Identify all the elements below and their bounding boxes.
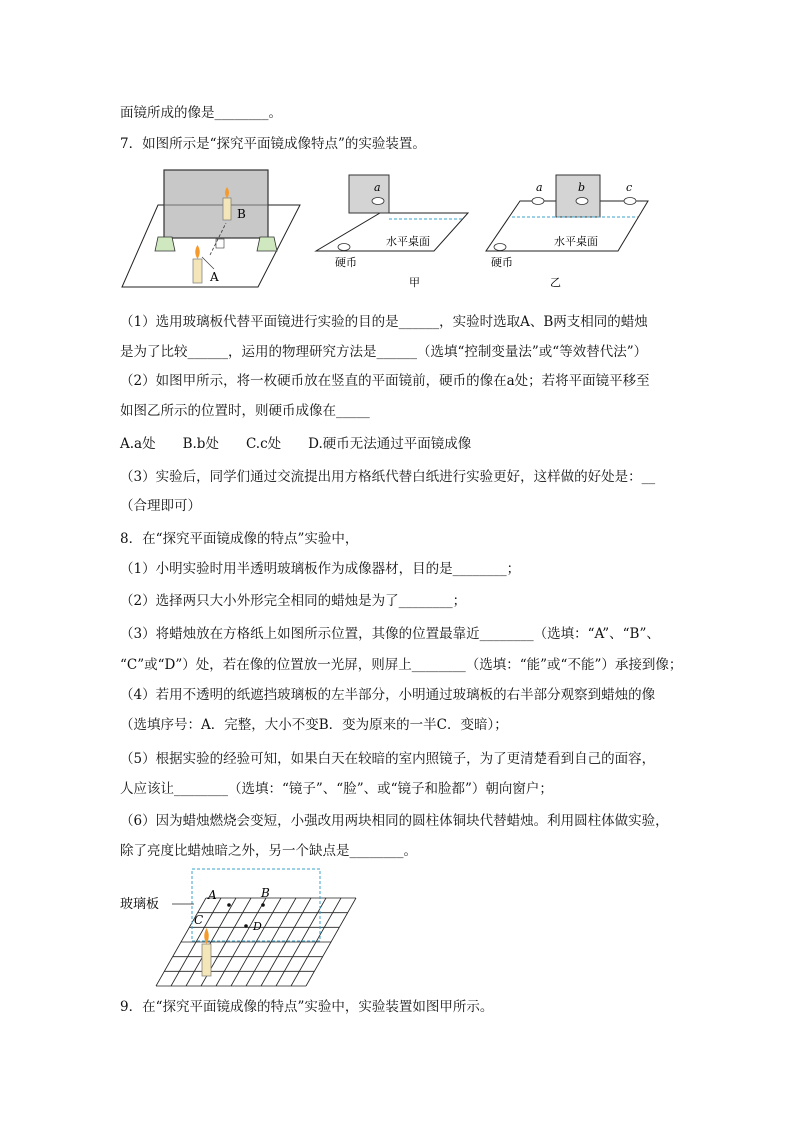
point-d (244, 924, 248, 928)
jia-label-a: a (374, 181, 381, 194)
jia-desk-label: 水平桌面 (386, 235, 430, 248)
text-line-12: （2）选择两只大小外形完全相同的蜡烛是为了________； (120, 593, 467, 609)
point-label-b: B (261, 886, 270, 900)
text-line-3: （1）选用玻璃板代替平面镜进行实验的目的是______，实验时选取A、B两支相同的蜡烛 (120, 314, 648, 330)
text-line-4: 是为了比较______，运用的物理研究方法是______（选填“控制变量法”或“等效替代法”） (120, 344, 648, 360)
text-line-15: （4）若用不透明的纸遮挡玻璃板的左半部分，小明通过玻璃板的右半部分观察到蜡烛的像 (120, 687, 656, 703)
text-line-11: （1）小明实验时用半透明玻璃板作为成像器材，目的是________； (120, 561, 521, 577)
point-label-a: A (208, 888, 217, 902)
text-line-16: （选填序号：A．完整，大小不变B．变为原来的一半C．变暗）； (120, 717, 508, 733)
text-line-19: （6）因为蜡烛燃烧会变短，小强改用两块相同的圆柱体铜块代替蜡烛。利用圆柱体做实验， (120, 813, 669, 829)
jia-caption: 甲 (409, 276, 420, 289)
yi-caption: 乙 (550, 276, 561, 289)
question-9-title: 9．在“探究平面镜成像的特点”实验中，实验装置如图甲所示。 (120, 999, 494, 1015)
figure-8-grid (118, 866, 368, 991)
text-line-9: （合理即可） (120, 498, 201, 514)
yi-coin-label: 硬币 (491, 256, 513, 269)
text-line-6: 如图乙所示的位置时，则硬币成像在_____ (120, 403, 370, 419)
yi-desk-label: 水平桌面 (554, 235, 598, 248)
text-line-5: （2）如图甲所示，将一枚硬币放在竖直的平面镜前，硬币的像在a处；若将平面镜平移至 (120, 373, 650, 389)
text-line-8: （3）实验后，同学们通过交流提出用方格纸代替白纸进行实验更好，这样做的好处是：__ (120, 469, 656, 485)
point-label-c: C (194, 913, 204, 927)
yi-label-c: c (626, 181, 633, 194)
point-label-d: D (253, 920, 262, 933)
text-line-17: （5）根据实验的经验可知，如果白天在较暗的室内照镜子，为了更清楚看到自己的面容， (120, 751, 656, 767)
point-a (227, 903, 231, 907)
text-line-1: 面镜所成的像是________。 (120, 105, 282, 121)
yi-label-b: b (578, 181, 586, 194)
text-line-14: “C”或“D”）处，若在像的位置放一光屏，则屏上________（选填：“能”或“不能”）承接到像； (120, 657, 683, 673)
jia-coin-label: 硬币 (335, 256, 357, 269)
text-line-18: 人应该让________（选填：“镜子”、“脸”、或“镜子和脸都”）朝向窗户； (120, 781, 553, 797)
glass-label: 玻璃板 (120, 897, 160, 912)
text-line-20: 除了亮度比蜡烛暗之外，另一个缺点是________。 (120, 843, 417, 859)
label-a: A (210, 270, 219, 284)
figure-7-apparatus (118, 165, 658, 295)
question-7-title: 7．如图所示是“探究平面镜成像特点”的实验装置。 (120, 136, 426, 152)
text-line-7: A.a处 B.b处 C.c处 D.硬币无法通过平面镜成像 (120, 436, 472, 452)
label-b: B (237, 207, 246, 221)
text-line-13: （3）将蜡烛放在方格纸上如图所示位置，其像的位置最靠近________（选填：“A”、“B”、 (120, 626, 660, 642)
yi-label-a: a (536, 181, 543, 194)
question-8-title: 8．在“探究平面镜成像的特点”实验中， (120, 531, 359, 547)
point-b (261, 903, 265, 907)
